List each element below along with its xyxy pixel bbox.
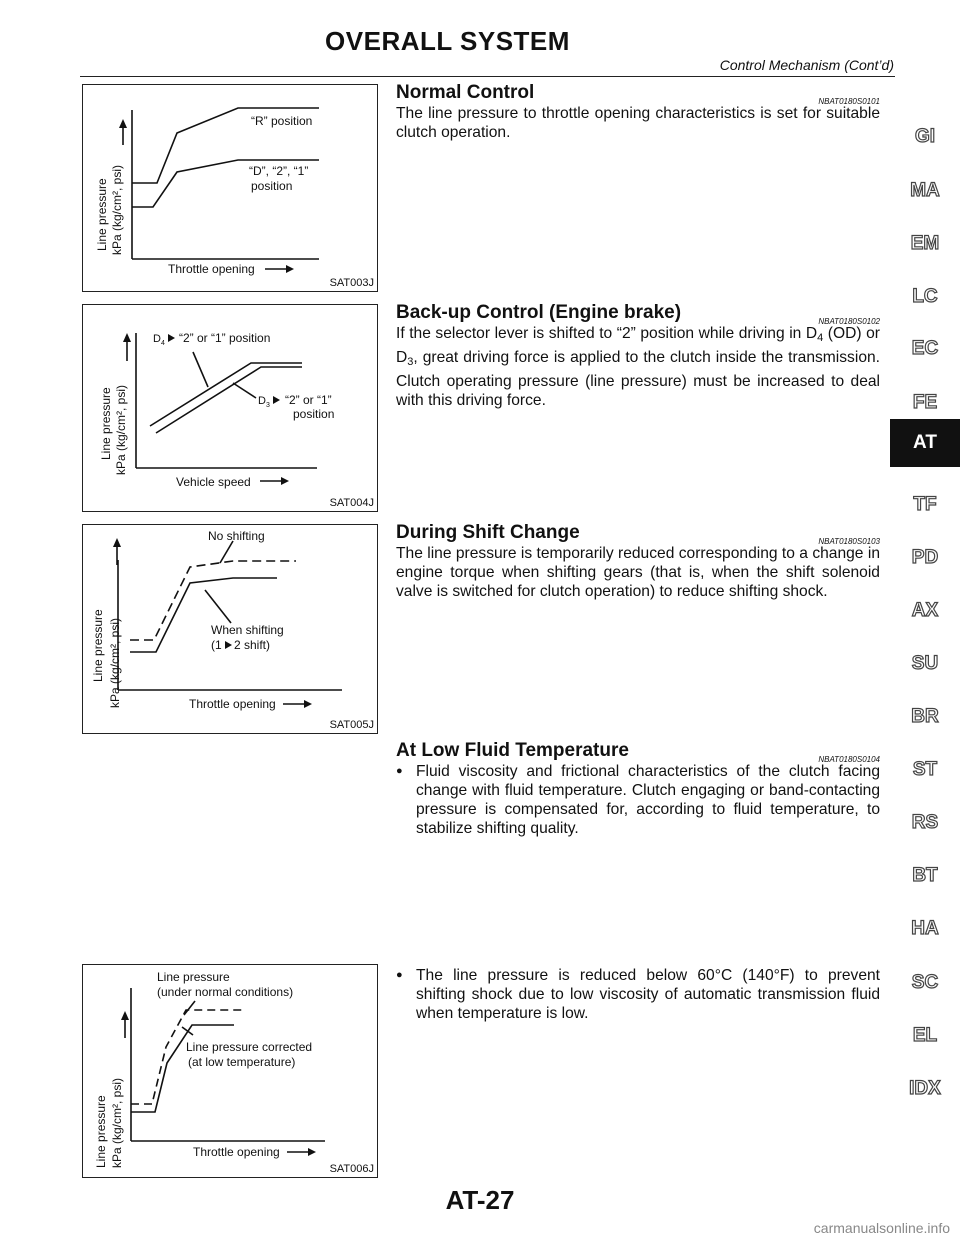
fig4-label-corrected-2: (at low temperature) bbox=[188, 1055, 296, 1069]
tab-ec[interactable]: EC bbox=[911, 338, 939, 359]
figure-code: SAT006J bbox=[329, 1163, 374, 1175]
section-low-fluid-temperature bbox=[396, 740, 880, 838]
section-shift-change bbox=[396, 522, 880, 601]
section-heading: During Shift Change NBAT0180S0103 bbox=[396, 522, 880, 544]
fig3-label-when-1: When shifting bbox=[211, 623, 284, 637]
section-heading: Back-up Control (Engine brake) NBAT0180S0102 bbox=[396, 302, 880, 324]
fig2-d3-label: “2” or “1” bbox=[285, 393, 332, 407]
fig3-label-when-2b: 2 shift) bbox=[234, 638, 271, 652]
section-body: The line pressure to throttle opening characteristics is set for suitable clutch operation. bbox=[396, 105, 880, 141]
fig2-ylabel-1: Line pressure bbox=[99, 387, 113, 460]
header-rule bbox=[80, 76, 895, 77]
section-body: If the selector lever is shifted to “2” position while driving in $D_4$ (OD) or $D_3$, great driving force is applied to the clutch inside the transmission. Clutch operating pressure (line pressure) must be increased to deal with this driving force. bbox=[396, 325, 880, 409]
figure-sat005j bbox=[82, 524, 378, 734]
tab-sc[interactable]: SC bbox=[911, 972, 939, 993]
fig3-label-when-2a: (1 bbox=[211, 638, 222, 652]
fig1-ylabel-1: Line pressure bbox=[95, 178, 109, 251]
fig4-xlabel: Throttle opening bbox=[193, 1145, 280, 1159]
fig2-d3-label-2: position bbox=[293, 407, 335, 421]
fig4-label-normal-1: Line pressure bbox=[157, 970, 230, 984]
tab-pd[interactable]: PD bbox=[911, 547, 939, 568]
tab-rs[interactable]: RS bbox=[911, 812, 939, 833]
page-title: OVERALL SYSTEM bbox=[325, 26, 570, 56]
tab-em[interactable]: EM bbox=[910, 233, 940, 254]
tab-fe[interactable]: FE bbox=[912, 392, 938, 413]
fig2-d4-label: “2” or “1” position bbox=[179, 331, 271, 345]
figure-code: SAT004J bbox=[329, 497, 374, 509]
section-normal-control bbox=[396, 82, 880, 142]
fig3-ylabel-1: Line pressure bbox=[91, 609, 105, 682]
figure-sat006j bbox=[82, 964, 378, 1178]
tab-gi[interactable]: GI bbox=[914, 126, 936, 147]
fig4-label-corrected-1: Line pressure corrected bbox=[186, 1040, 313, 1054]
tab-tf[interactable]: TF bbox=[913, 494, 937, 515]
tab-bt[interactable]: BT bbox=[912, 865, 938, 886]
fig2-d3-prefix: $D_3$ bbox=[258, 395, 270, 409]
tab-su[interactable]: SU bbox=[911, 653, 939, 674]
section-ref: NBAT0180S0104 bbox=[818, 755, 880, 764]
tab-at[interactable]: AT bbox=[890, 419, 960, 467]
tab-idx[interactable]: IDX bbox=[909, 1078, 941, 1099]
fig4-ylabel-1: Line pressure bbox=[94, 1095, 108, 1168]
fig1-label-r: “R” position bbox=[251, 114, 313, 128]
fig3-xlabel: Throttle opening bbox=[189, 697, 276, 711]
section-low-temp-continued bbox=[396, 966, 880, 1023]
fig4-ylabel-2: kPa (kg/cm², psi) bbox=[110, 1077, 124, 1168]
tab-ma[interactable]: MA bbox=[910, 180, 940, 201]
figure-code: SAT003J bbox=[329, 277, 374, 289]
section-heading: At Low Fluid Temperature NBAT0180S0104 bbox=[396, 740, 880, 762]
tab-st[interactable]: ST bbox=[912, 759, 938, 780]
bullet-item: ● The line pressure is reduced below 60°C (140°F) to prevent shifting shock due to low viscosity of automatic transmission fluid when temperature is low. bbox=[396, 967, 880, 1022]
figure-sat004j bbox=[82, 304, 378, 512]
fig3-ylabel-2: kPa (kg/cm², psi) bbox=[108, 617, 122, 708]
fig1-label-d2: position bbox=[251, 179, 293, 193]
section-body: The line pressure is temporarily reduced corresponding to a change in engine torque when shifting gears (that is, when the shift solenoid valve is switched for clutch operation) to reduce shifting shock. bbox=[396, 545, 880, 600]
fig1-xlabel: Throttle opening bbox=[168, 262, 255, 276]
fig2-xlabel: Vehicle speed bbox=[176, 475, 251, 489]
page-number: AT-27 bbox=[445, 1185, 515, 1215]
fig2-ylabel-2: kPa (kg/cm², psi) bbox=[114, 384, 128, 475]
tab-br[interactable]: BR bbox=[911, 706, 939, 727]
fig2-d4-prefix: $D_4$ bbox=[153, 333, 165, 347]
tab-ax[interactable]: AX bbox=[911, 600, 939, 621]
section-ref: NBAT0180S0101 bbox=[818, 97, 880, 106]
section-ref: NBAT0180S0103 bbox=[818, 537, 880, 546]
bullet-icon: ● bbox=[396, 765, 403, 777]
figure-sat003j bbox=[82, 84, 378, 292]
tab-lc[interactable]: LC bbox=[912, 286, 938, 307]
tab-ha[interactable]: HA bbox=[911, 918, 939, 939]
figure-code: SAT005J bbox=[329, 719, 374, 731]
fig4-label-normal-2: (under normal conditions) bbox=[157, 985, 294, 999]
section-backup-control bbox=[396, 302, 880, 410]
page-subtitle: Control Mechanism (Cont’d) bbox=[719, 57, 894, 73]
tab-el[interactable]: EL bbox=[912, 1025, 938, 1046]
fig1-label-d1: “D”, “2”, “1” bbox=[249, 164, 309, 178]
bullet-item: ● Fluid viscosity and frictional characteristics of the clutch facing change with fluid temperature. Clutch engaging or band-contacting pressure is compensated for, according to fluid temperature, to stabilize shifting quality. bbox=[396, 763, 880, 837]
fig1-ylabel-2: kPa (kg/cm², psi) bbox=[110, 164, 124, 255]
footer-watermark: carmanualsonline.info bbox=[813, 1220, 950, 1236]
section-ref: NBAT0180S0102 bbox=[818, 317, 880, 326]
bullet-icon: ● bbox=[396, 969, 403, 981]
section-heading: Normal Control NBAT0180S0101 bbox=[396, 82, 880, 104]
fig3-label-no-shifting: No shifting bbox=[208, 529, 265, 543]
